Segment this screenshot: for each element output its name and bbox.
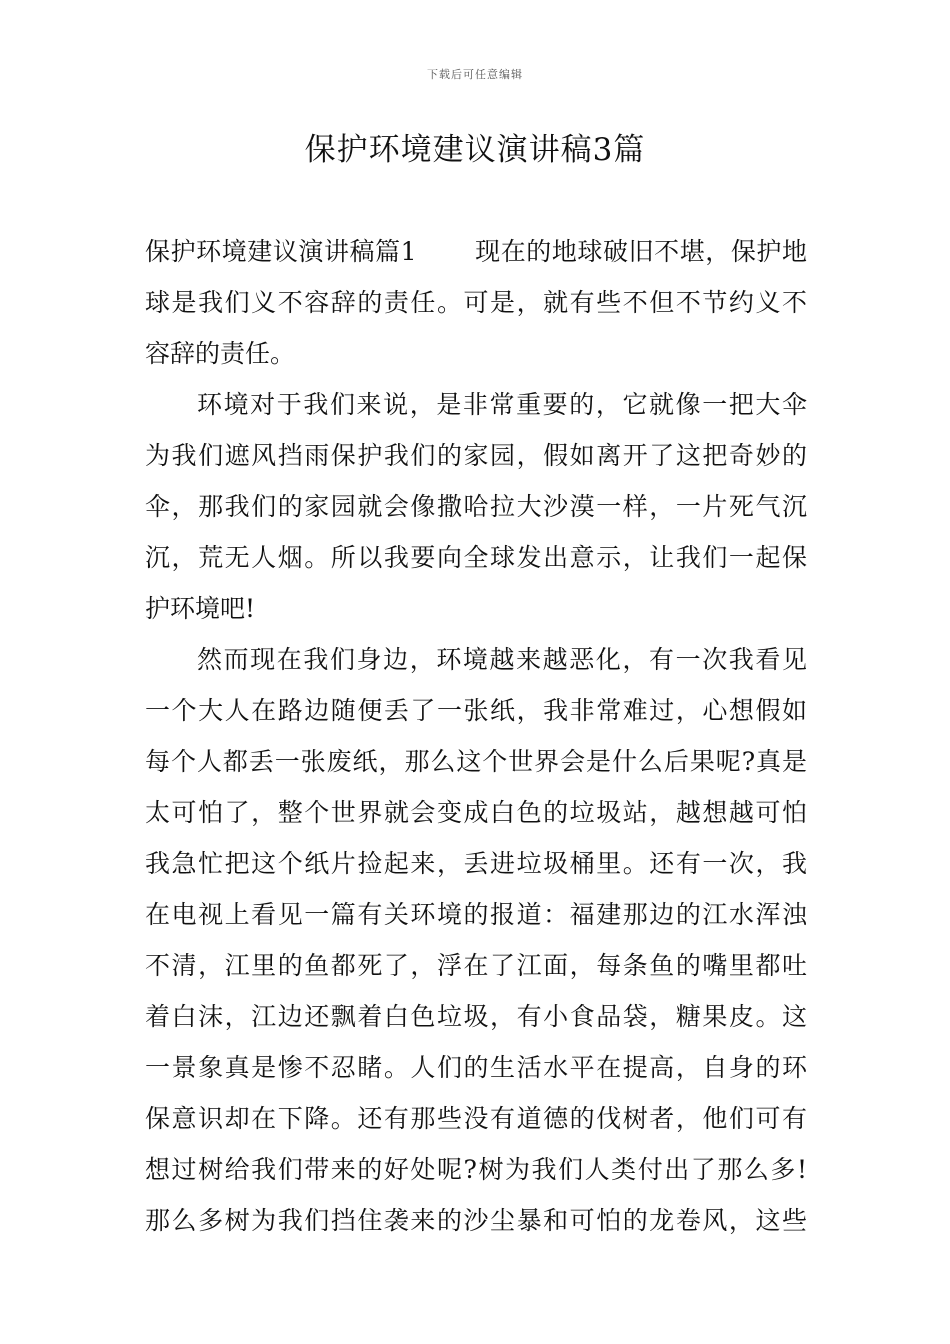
paragraph-line: 伞，那我们的家园就会像撒哈拉大沙漠一样，一片死气沉 <box>145 492 807 521</box>
paragraph-line: 保意识却在下降。还有那些没有道德的伐树者，他们可有 <box>145 1104 807 1133</box>
paragraph-line: 一景象真是惨不忍睹。人们的生活水平在提高，自身的环 <box>145 1053 807 1082</box>
paragraph-line: 不清，江里的鱼都死了，浮在了江面，每条鱼的嘴里都吐 <box>145 951 807 980</box>
paragraph-line: 每个人都丢一张废纸，那么这个世界会是什么后果呢?真是 <box>145 747 807 776</box>
paragraph-line: 着白沫，江边还飘着白色垃圾，有小食品袋，糖果皮。这 <box>145 1002 807 1031</box>
header-note: 下载后可任意编辑 <box>427 68 523 81</box>
document-body <box>145 226 807 1246</box>
paragraph-line: 太可怕了，整个世界就会变成白色的垃圾站，越想越可怕 <box>145 798 807 827</box>
paragraph-line: 为我们遮风挡雨保护我们的家园，假如离开了这把奇妙的 <box>145 441 807 470</box>
paragraph-line: 环境对于我们来说，是非常重要的，它就像一把大伞 <box>197 390 807 419</box>
paragraph-line: 在电视上看见一篇有关环境的报道：福建那边的江水浑浊 <box>145 900 807 929</box>
paragraph-text: 现在的地球破旧不堪，保护地 <box>474 237 807 266</box>
paragraph-line <box>145 226 807 277</box>
paragraph-line: 我急忙把这个纸片捡起来，丢进垃圾桶里。还有一次，我 <box>145 849 807 878</box>
paragraph-line: 然而现在我们身边，环境越来越恶化，有一次我看见 <box>197 645 807 674</box>
document-title: 保护环境建议演讲稿3篇 <box>304 132 646 168</box>
paragraph-line: 一个大人在路边随便丢了一张纸，我非常难过，心想假如 <box>145 696 807 725</box>
paragraph-line: 想过树给我们带来的好处呢?树为我们人类付出了那么多! <box>145 1155 807 1184</box>
paragraph-line: 球是我们义不容辞的责任。可是，就有些不但不节约义不 <box>145 288 807 317</box>
paragraph-line: 容辞的责任。 <box>145 339 296 368</box>
paragraph-line: 沉，荒无人烟。所以我要向全球发出意示，让我们一起保 <box>145 543 807 572</box>
paragraph-line: 护环境吧! <box>145 594 256 623</box>
paragraph-line: 那么多树为我们挡住袭来的沙尘暴和可怕的龙卷风，这些 <box>145 1206 807 1235</box>
section-heading: 保护环境建议演讲稿篇1 <box>145 237 417 266</box>
